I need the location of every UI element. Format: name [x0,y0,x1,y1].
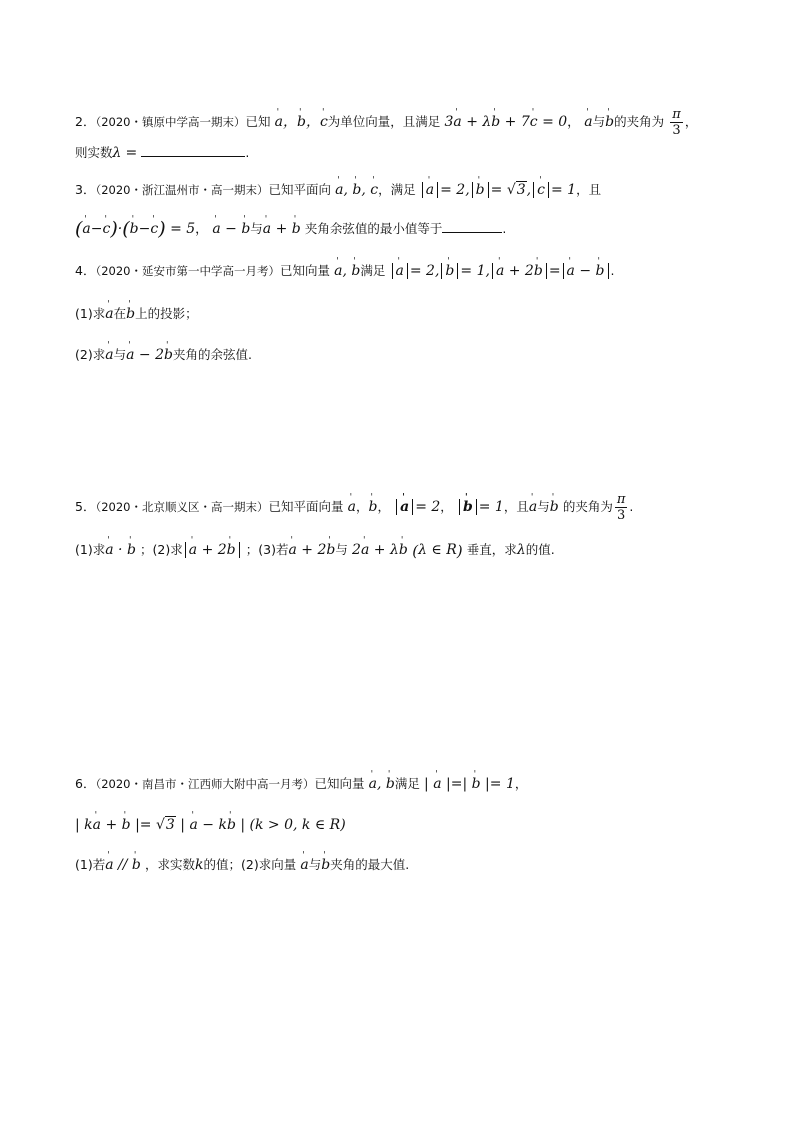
problem-number: 5． [75,499,96,514]
math-expr: | k' a + ' b |= √3 | ' a − k' b | (k > 0, k ∈ R) [75,817,346,833]
answer-blank[interactable] [141,144,245,157]
problem-2-line-1: 2．（2020・镇原中学高一期末）已知 ' a，' b，' c为单位向量，且满足 3' a + λ' b + 7' c = 0， ' a与' b的夹角为 $\frac{\pi}{3}$ ， [75,107,734,138]
problem-number: 6． [75,776,96,791]
problem-2-line-2: 则实数λ = . [75,145,250,161]
problem-4-q1: (1)求' a在' b上的投影； [75,304,734,325]
problem-4-line-1: 4．（2020・延安市第一中学高一月考）已知向量 ' a, ' b满足 ' a = 2,' b = 1,' a + 2' b =' a − ' b . [75,261,734,282]
math-expr: ' a = 2,' b = √3,' c = 1 [420,182,576,198]
problem-4-q2: (2)求' a与' a − 2' b夹角的余弦值. [75,345,734,366]
answer-blank[interactable] [442,220,502,233]
fraction: $\frac{\pi}{3}$ [616,492,626,523]
problem-source: （2020・浙江温州市・高一期末） [95,183,269,197]
math-expr: ' a，' b，' c [275,114,328,130]
problem-5-questions: (1)求' a · ' b ；(2)求' a + 2' b ；(3)若' a + 2' b与 2' a + λ' b (λ ∈ R) 垂直，求λ的值. [75,540,734,561]
math-expr: 3' a + λ' b + 7' c = 0 [444,114,567,130]
problem-source: （2020・延安市第一中学高一月考） [95,264,280,278]
problem-number: 4． [75,263,96,278]
problem-number: 3． [75,182,96,197]
problem-3-line-1: 3．（2020・浙江温州市・高一期末）已知平面向 ' a, ' b, ' c，满足 ' a = 2,' b = √3,' c = 1，且 [75,180,734,201]
problem-5-line-1: 5．（2020・北京顺义区・高一期末）已知平面向量 ' a，' b， ' a = 2， ' b = 1，且' a与' b 的夹角为 $\frac{\pi}{3}$ . [75,492,734,523]
problem-6-questions: (1)若' a // ' b ，求实数k的值；(2)求向量 ' a与' b夹角的最大值. [75,855,734,876]
fraction: $\frac{\pi}{3}$ [672,107,681,138]
problem-number: 2． [75,114,96,129]
problem-3-line-2: (' a−' c)·(' b−' c) = 5， ' a − ' b与' a + ' b 夹角余弦值的最小值等于 . [75,219,734,240]
math-expr: (' a−' c)·(' b−' c) = 5 [75,221,195,237]
math-expr: | ' a |=| ' b |= 1 [424,776,515,792]
problem-source: （2020・镇原中学高一期末） [95,115,246,129]
problem-6-line-1: 6．（2020・南昌市・江西师大附中高一月考）已知向量 ' a, ' b满足 | ' a |=| ' b |= 1， [75,774,734,795]
problem-source: （2020・北京顺义区・高一期末） [95,500,269,514]
math-expr: ' a = 2,' b = 1,' a + 2' b =' a − ' b [390,263,611,279]
problem-source: （2020・南昌市・江西师大附中高一月考） [95,777,315,791]
problem-6-line-2 [75,815,734,836]
